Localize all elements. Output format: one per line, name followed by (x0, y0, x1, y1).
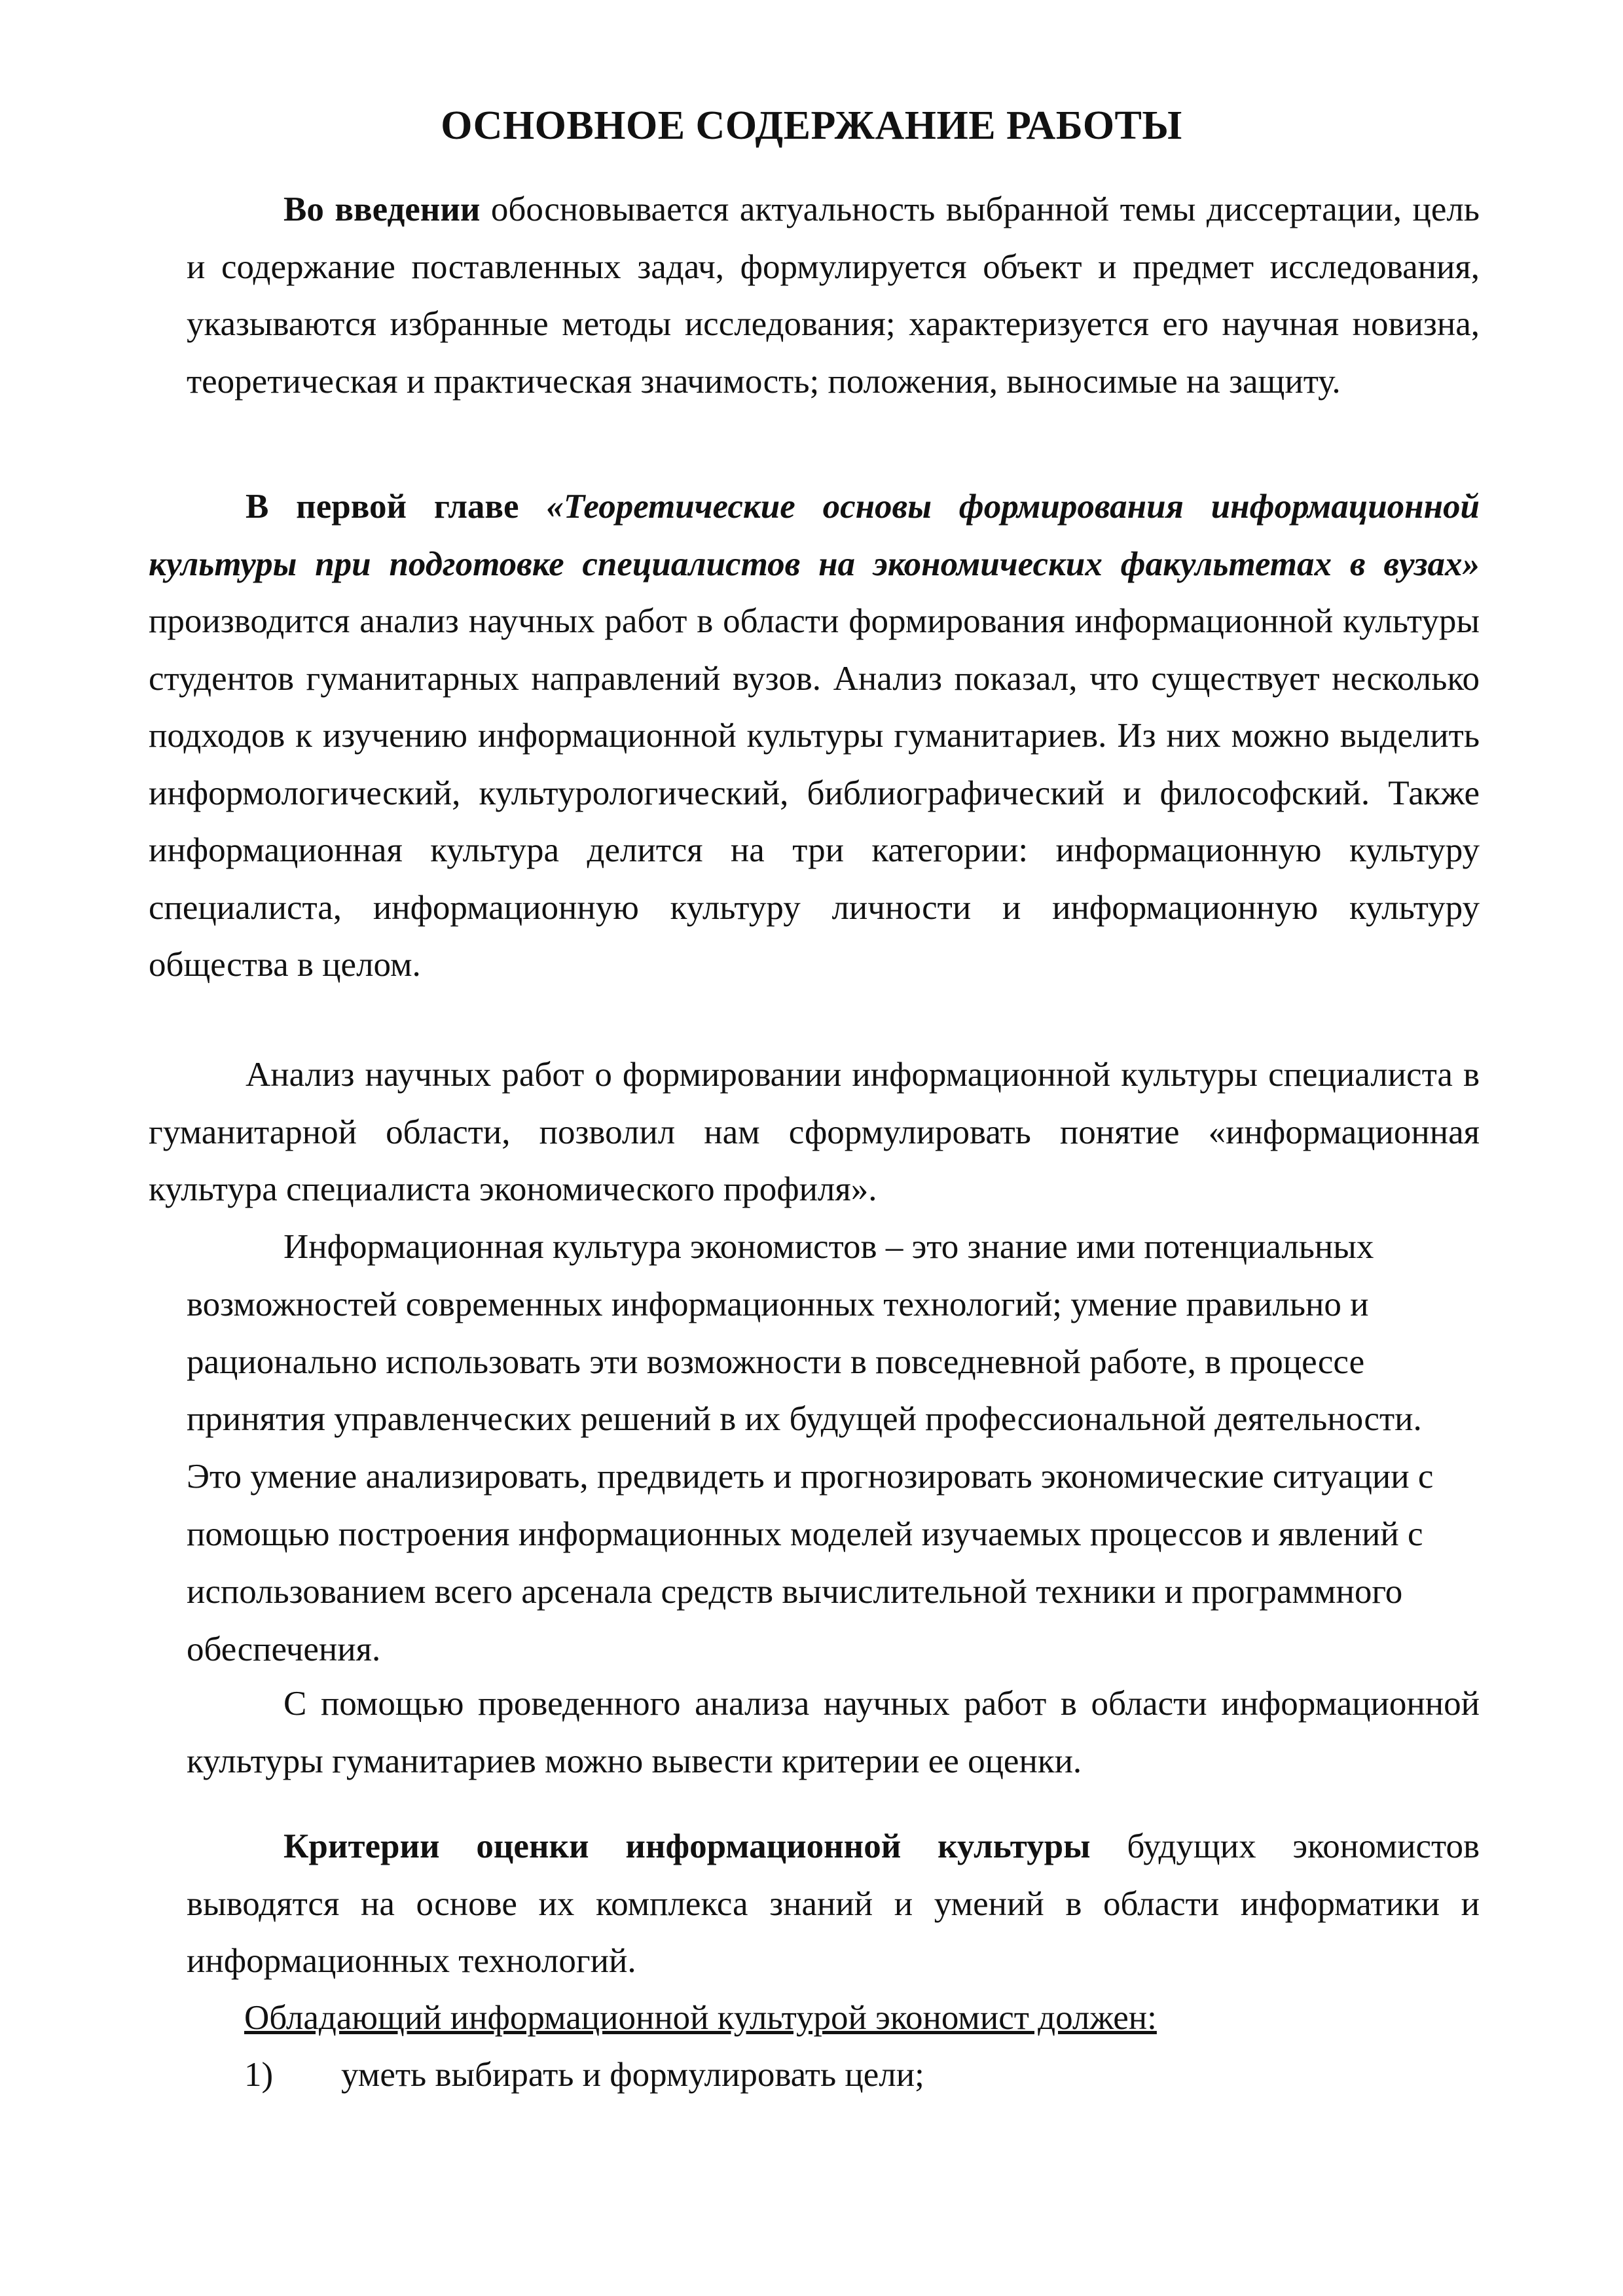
intro-paragraph (187, 181, 1480, 410)
page-title: ОСНОВНОЕ СОДЕРЖАНИЕ РАБОТЫ (441, 103, 1182, 148)
chapter1-paragraph (149, 478, 1480, 994)
intro-lead: Во введении (283, 190, 481, 228)
analysis-paragraph: Анализ научных работ о формировании информационной культуры специалиста в гуманитарной области, позволил нам сформулировать понятие «информационная культура специалиста экономического профиля». (149, 1056, 1480, 1208)
list-item (244, 2047, 924, 2104)
list-item-text: уметь выбирать и формулировать цели; (341, 2056, 924, 2094)
criteria-intro-paragraph: С помощью проведенного анализа научных работ в области информационной культуры гуманитариев можно вывести критерии ее оценки. (187, 1685, 1480, 1780)
chapter1-title: «Теоретические основы формирования информационной культуры при подготовке специалистов на экономических факультетах в вузах» (149, 488, 1480, 583)
intro-text: обосновывается актуальность выбранной темы диссертации, цель и содержание поставленных задач, формулируется объект и предмет исследования, указываются избранные методы исследования; характеризуется его научная новизна, теоретическая и практическая значимость; положения, выносимые на защиту. (187, 190, 1480, 401)
list-item-number: 1) (244, 2056, 274, 2094)
chapter1-text: производится анализ научных работ в области формирования информационной культуры студентов гуманитарных направлений вузов. Анализ показал, что существует несколько подходов к изучению информационной культуры гуманитариев. Из них можно выделить информологический, культурологический, библиографический и философский. Также информационная культура делится на три категории: информационную культуру специалиста, информационную культуру личности и информационную культуру общества в целом. (149, 602, 1480, 984)
criteria-text: будущих экономистов выводятся на основе их комплекса знаний и умений в области информатики и информационных технологий. (187, 1827, 1480, 1980)
criteria-lead: Критерии оценки информационной культуры (283, 1827, 1091, 1865)
list-heading: Обладающий информационной культурой экономист должен: (244, 1999, 1157, 2037)
chapter1-lead: В первой главе (246, 488, 519, 526)
definition-paragraph: Информационная культура экономистов – это знание ими потенциальных возможностей современных информационных технологий; умение правильно и рационально использовать эти возможности в повседневной работе, в процессе принятия управленческих решений в их будущей профессиональной деятельности. Это умение анализировать, предвидеть и прогнозировать экономические ситуации с помощью построения информационных моделей изучаемых процессов и явлений с использованием всего арсенала средств вычислительной техники и программного обеспечения. (187, 1228, 1434, 1668)
criteria-paragraph (187, 1818, 1480, 1990)
